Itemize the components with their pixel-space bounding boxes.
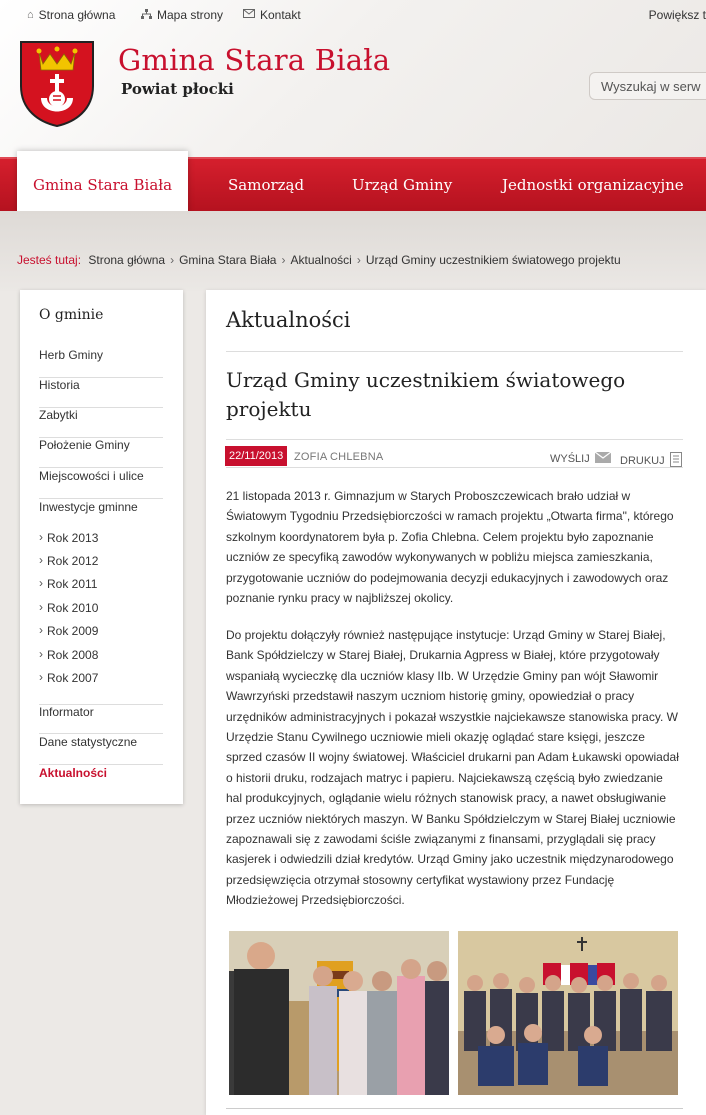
nav-item-samorzad[interactable]: Samorząd xyxy=(228,176,305,194)
site-subtitle: Powiat płocki xyxy=(121,80,234,98)
nav-item-gmina[interactable]: Gmina Stara Biała xyxy=(17,151,188,213)
send-label: WYŚLIJ xyxy=(550,453,590,465)
sidebar-item-historia[interactable]: Historia xyxy=(39,378,163,408)
sidebar-subitem-2010[interactable]: › Rok 2010 xyxy=(47,601,171,615)
sidebar-item-polozenie[interactable]: Położenie Gminy xyxy=(39,438,163,468)
sidebar-item-zabytki[interactable]: Zabytki xyxy=(39,408,163,438)
article-author: ZOFIA CHLEBNA xyxy=(294,451,384,463)
sidebar-subitem-2007[interactable]: › Rok 2007 xyxy=(47,671,171,685)
search-input[interactable]: Wyszukaj w serw xyxy=(589,72,706,100)
sitemap-link-label: Mapa strony xyxy=(157,8,224,22)
utility-bar xyxy=(27,8,706,26)
section-title: Aktualności xyxy=(226,308,351,332)
sidebar-subitem-2008[interactable]: › Rok 2008 xyxy=(47,648,171,662)
divider xyxy=(226,467,683,468)
breadcrumb-separator: › xyxy=(170,253,175,267)
sidebar-subitem-2012[interactable]: › Rok 2012 xyxy=(47,554,171,568)
article-title: Urząd Gminy uczestnikiem światowego projektu xyxy=(226,368,626,421)
breadcrumb-current: Urząd Gminy uczestnikiem światowego projektu xyxy=(365,253,621,267)
sidebar-item-herb[interactable]: Herb Gminy xyxy=(39,348,163,378)
sitemap-link[interactable] xyxy=(141,8,223,22)
site-title[interactable]: Gmina Stara Biała xyxy=(118,43,391,77)
divider xyxy=(226,1108,683,1109)
sidebar-item-miejscowosci[interactable]: Miejscowości i ulice xyxy=(39,469,163,499)
breadcrumb-link-home[interactable]: Strona główna xyxy=(88,253,166,267)
home-link[interactable] xyxy=(27,8,115,22)
article-paragraph: Do projektu dołączyły również następujące instytucje: Urząd Gminy w Starej Białej, Bank Spółdzielczy w Starej Białej, Drukarnia Agpress w Białej, które przygotowały wspaniałą wycieczkę dla uczniów klasy IIb. W Urzędzie Gminy pan wójt Sławomir Wawrzyński przedstawił naszym uczniom historię gminy, opowiedział o pracy urzędników administracyjnych i pokazał wszystkie najciekawsze stanowiska pracy. W Urzędzie Stanu Cywilnego uczniowie mieli okazję oglądać stare księgi, jeszcze sprzed czasów II wojny światowej. Właściciel drukarni pan Adam Łukawski opowiadał o historii druku, rodzajach matryc i papieru. Najciekawszą częścią było zwiedzanie hal produkcyjnych, oglądanie wielu różnych stanowisk pracy, a nawet obsługiwanie przez uczniów niektórych maszyn. W Banku Spółdzielczym w Starej Białej uczniowie zapoznawali się z zawodami ściśle związanymi z finansami, przyglądali się pracy kasjerek i odwiedzili dział kredytów. Urząd Gminy jako uczestnik międzynarodowego przedsięwzięcia otrzymał stosowny certyfikat wystawiony przez Fundację Młodzieżowej Przedsiębiorczości. xyxy=(226,628,679,908)
contact-link[interactable] xyxy=(243,8,301,22)
sitemap-icon xyxy=(141,9,152,22)
nav-item-urzad-gminy[interactable]: Urząd Gminy xyxy=(352,176,453,194)
envelope-icon xyxy=(243,9,255,21)
nav-item-jednostki[interactable]: Jednostki organizacyjne xyxy=(502,176,684,194)
sidebar-subitem-2009[interactable]: › Rok 2009 xyxy=(47,624,171,638)
send-button[interactable] xyxy=(550,452,611,466)
breadcrumb xyxy=(17,253,621,267)
breadcrumb-lead: Jesteś tutaj: xyxy=(17,253,82,267)
breadcrumb-link-gmina[interactable]: Gmina Stara Biała xyxy=(179,253,277,267)
sidebar-title: O gminie xyxy=(39,307,104,323)
article-paragraph: 21 listopada 2013 r. Gimnazjum w Starych Proboszczewicach brało udział w Światowym Tygodniu Przedsiębiorczości w ramach projektu „Otwarta firma", którego szkolnym koordynatorem była p. Zofia Chlebna. Celem projektu było zapoznanie uczniów ze specyfiką zawodów wykonywanych w pobliżu miejsca zamieszkania, przygotowanie uczniów do podejmowania decyzji edukacyjnych i zawodowych oraz poznanie rynku pracy w najbliższej okolicy. xyxy=(226,489,674,606)
sidebar-subitem-2011[interactable]: › Rok 2011 xyxy=(47,577,171,591)
sidebar-item-dane[interactable]: Dane statystyczne xyxy=(39,735,163,765)
enlarge-text-link[interactable]: Powiększ t xyxy=(648,8,706,22)
home-link-label: Strona główna xyxy=(38,8,116,22)
article-photo[interactable] xyxy=(458,931,678,1095)
date-badge: 22/11/2013 xyxy=(225,446,287,466)
divider xyxy=(226,351,683,352)
divider xyxy=(226,439,683,440)
envelope-icon xyxy=(595,452,611,466)
article-photo[interactable] xyxy=(229,931,449,1095)
home-icon: ⌂ xyxy=(27,9,34,21)
coat-of-arms-logo[interactable] xyxy=(17,38,97,128)
sidebar-subitem-2013[interactable]: › Rok 2013 xyxy=(47,531,171,545)
sidebar-item-inwestycje[interactable]: Inwestycje gminne xyxy=(39,500,138,514)
main-navigation xyxy=(0,157,706,211)
sidebar-item-informator[interactable]: Informator xyxy=(39,704,163,734)
breadcrumb-link-aktualnosci[interactable]: Aktualności xyxy=(290,253,352,267)
decorative-band xyxy=(0,211,706,291)
main-content xyxy=(206,290,706,1115)
print-label: DRUKUJ xyxy=(620,455,665,467)
contact-link-label: Kontakt xyxy=(260,8,301,22)
sidebar-item-aktualnosci[interactable]: Aktualności xyxy=(39,766,108,780)
breadcrumb-separator: › xyxy=(356,253,361,267)
sidebar xyxy=(20,290,183,804)
breadcrumb-separator: › xyxy=(281,253,286,267)
